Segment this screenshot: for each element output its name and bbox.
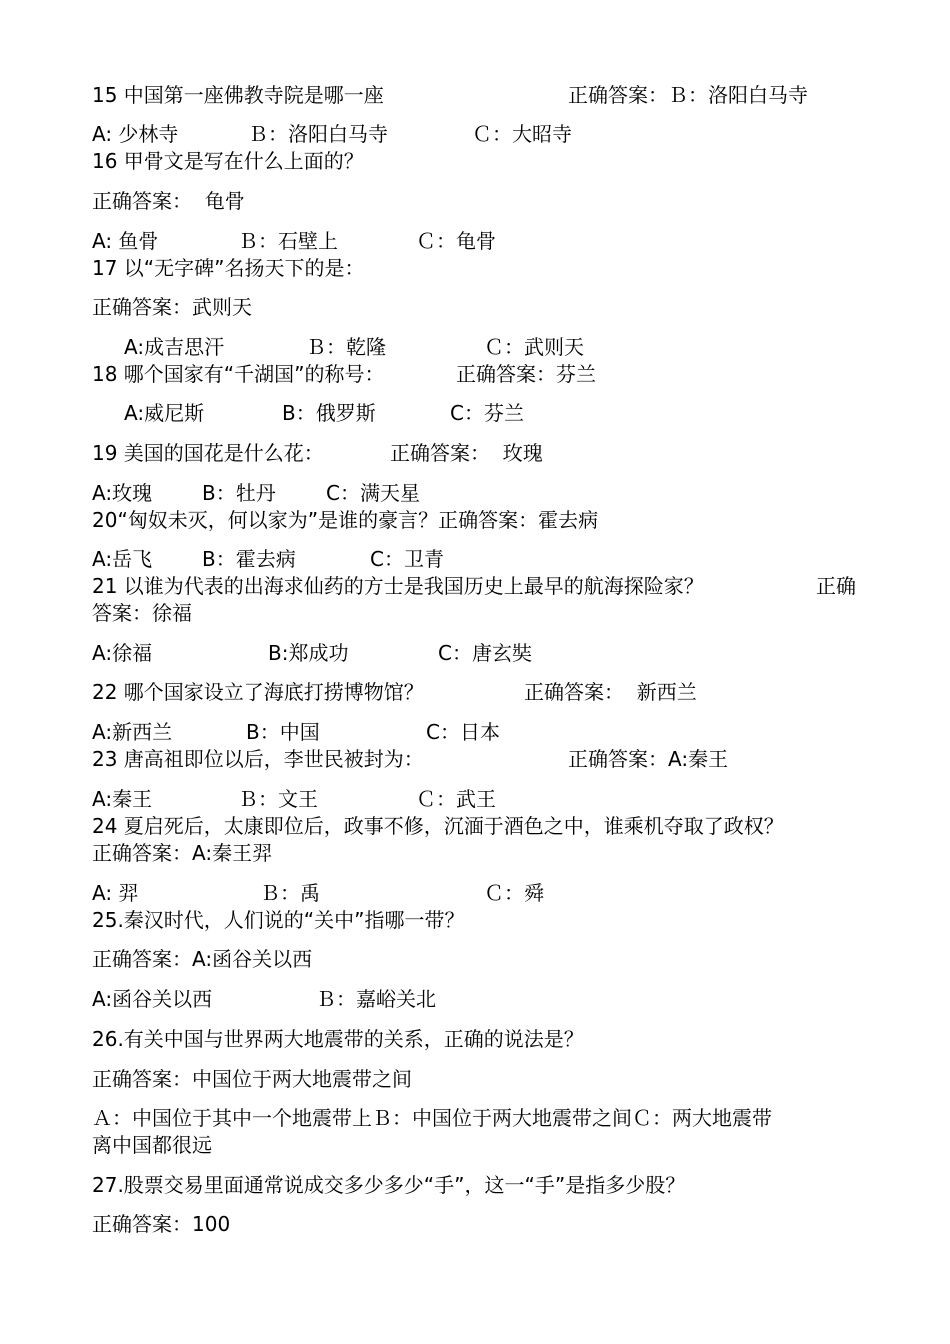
option-c: Ｃ：武则天 <box>484 335 584 359</box>
answer-line: 答案：徐福 <box>92 601 192 625</box>
answer-text: 正确答案：A:秦王 <box>568 747 729 771</box>
question-line: 21 以谁为代表的出海求仙药的方士是我国历史上最早的航海探险家？ <box>92 574 704 598</box>
option-c: C：卫青 <box>370 547 444 571</box>
option-c: C：满天星 <box>326 481 420 505</box>
option-c: Ｃ：大昭寺 <box>472 122 572 146</box>
answer-line: 正确答案：中国位于两大地震带之间 <box>92 1067 412 1091</box>
answer-text: 正确 <box>816 574 856 598</box>
option-a: A:玫瑰 <box>92 481 153 505</box>
options-line: Ａ：中国位于其中一个地震带上Ｂ：中国位于两大地震带之间Ｃ：两大地震带 <box>92 1106 772 1130</box>
question-line: 20“匈奴未灭，何以家为”是谁的豪言？正确答案：霍去病 <box>92 508 599 532</box>
answer-line: 正确答案：武则天 <box>92 295 252 319</box>
option-b: Ｂ：禹 <box>260 881 320 905</box>
option-b: Ｂ：嘉峪关北 <box>316 987 436 1011</box>
option-a: A:徐福 <box>92 641 153 665</box>
answer-line: 正确答案：A:函谷关以西 <box>92 947 313 971</box>
option-a: A:新西兰 <box>92 720 173 744</box>
answer-line: 正确答案： 龟骨 <box>92 189 245 213</box>
option-b: B：牡丹 <box>202 481 276 505</box>
option-c: C：唐玄奘 <box>438 641 532 665</box>
question-line: 24 夏启死后，太康即位后，政事不修，沉湎于酒色之中，谁乘机夺取了政权？ <box>92 814 784 838</box>
question-line: 22 哪个国家设立了海底打捞博物馆？ <box>92 680 424 704</box>
options-line-continued: 离中国都很远 <box>92 1133 212 1157</box>
question-line: 15 中国第一座佛教寺院是哪一座 <box>92 83 384 107</box>
option-a: A: 鱼骨 <box>92 229 159 253</box>
question-line: 26.有关中国与世界两大地震带的关系，正确的说法是？ <box>92 1027 584 1051</box>
answer-text: 正确答案：芬兰 <box>456 362 596 386</box>
question-line: 23 唐高祖即位以后，李世民被封为： <box>92 747 424 771</box>
option-b: B：俄罗斯 <box>282 401 376 425</box>
question-line: 18 哪个国家有“千湖国”的称号： <box>92 362 385 386</box>
option-a: A:秦王 <box>92 787 153 811</box>
question-line: 19 美国的国花是什么花： <box>92 441 324 465</box>
question-line: 16 甲骨文是写在什么上面的？ <box>92 149 364 173</box>
option-a: A:函谷关以西 <box>92 987 213 1011</box>
option-b: B：霍去病 <box>202 547 296 571</box>
option-b: Ｂ：洛阳白马寺 <box>248 122 388 146</box>
option-a: A:岳飞 <box>92 547 153 571</box>
option-a: A: 少林寺 <box>92 122 179 146</box>
option-a: A:成吉思汗 <box>124 335 225 359</box>
option-c: Ｃ：武王 <box>416 787 496 811</box>
answer-text: 正确答案：Ｂ：洛阳白马寺 <box>568 83 808 107</box>
question-line: 27.股票交易里面通常说成交多少多少“手”，这一“手”是指多少股？ <box>92 1173 686 1197</box>
option-a: A:威尼斯 <box>124 401 205 425</box>
answer-text: 正确答案： 玫瑰 <box>390 441 543 465</box>
option-a: A: 羿 <box>92 881 139 905</box>
option-c: C：日本 <box>426 720 500 744</box>
question-line: 25.秦汉时代，人们说的“关中”指哪一带？ <box>92 908 465 932</box>
question-line: 17 以“无字碑”名扬天下的是： <box>92 256 365 280</box>
option-b: Ｂ：乾隆 <box>306 335 386 359</box>
option-b: B:郑成功 <box>268 641 349 665</box>
answer-text: 正确答案： 新西兰 <box>524 680 697 704</box>
answer-line: 正确答案：A:秦王羿 <box>92 841 273 865</box>
option-b: Ｂ：文王 <box>238 787 318 811</box>
option-c: C：芬兰 <box>450 401 524 425</box>
option-c: Ｃ：舜 <box>484 881 544 905</box>
option-b: Ｂ：石壁上 <box>238 229 338 253</box>
answer-line: 正确答案：100 <box>92 1212 231 1236</box>
option-c: Ｃ：龟骨 <box>416 229 496 253</box>
option-b: B：中国 <box>246 720 320 744</box>
